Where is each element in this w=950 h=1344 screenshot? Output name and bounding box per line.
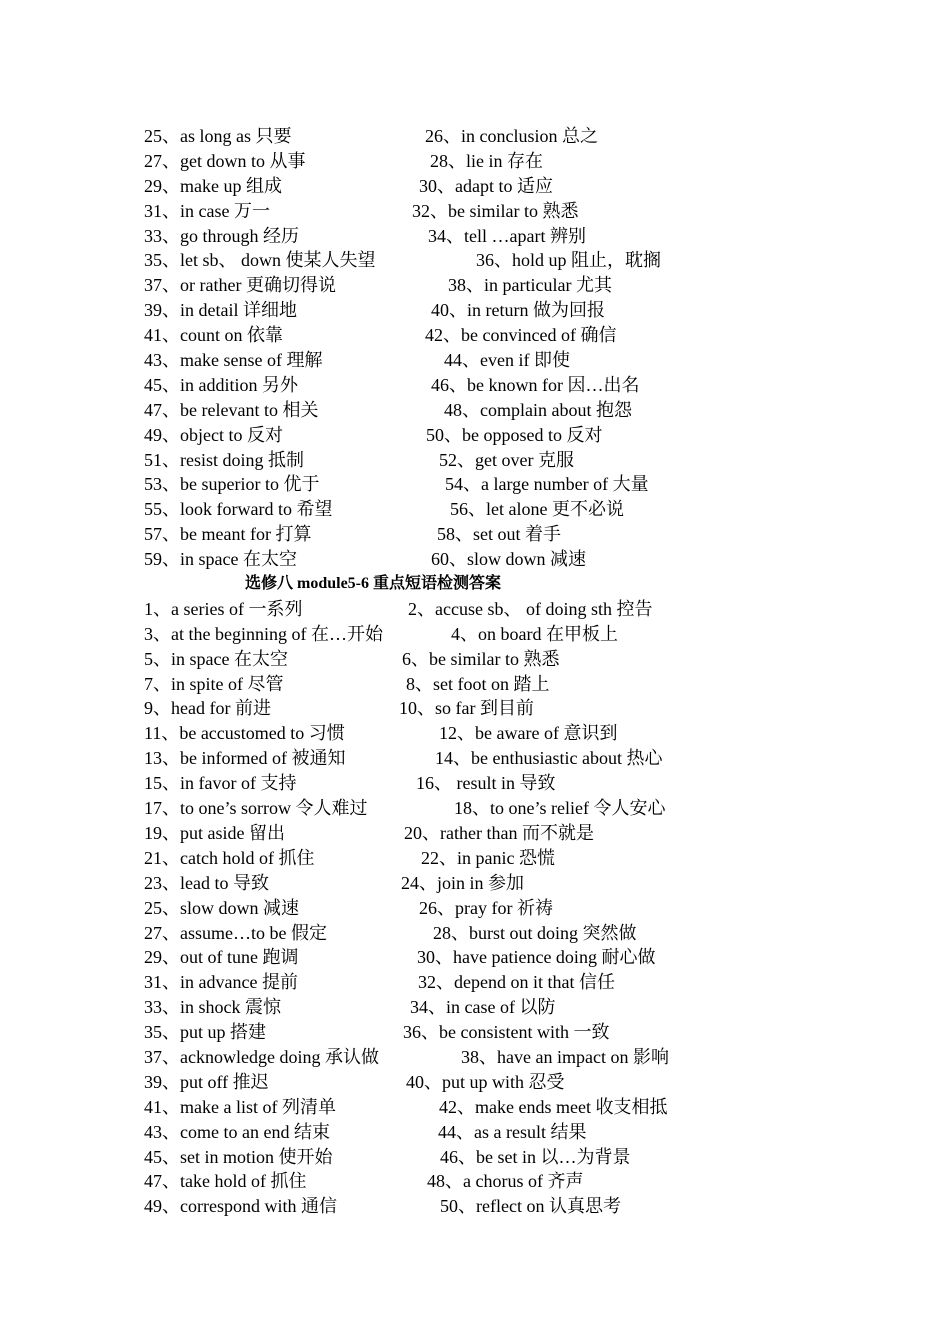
phrase-item-left: 47、be relevant to 相关 <box>144 399 319 420</box>
phrase-item-left: 33、in shock 震惊 <box>144 997 281 1018</box>
phrase-item-right: 36、be consistent with 一致 <box>403 1022 610 1043</box>
phrase-item-right: 50、be opposed to 反对 <box>426 424 603 445</box>
section1-row <box>0 199 950 224</box>
phrase-item-right: 58、set out 着手 <box>437 524 561 545</box>
section1-row <box>0 273 950 298</box>
phrase-item-right: 10、so far 到目前 <box>399 698 534 719</box>
phrase-item-left: 29、out of tune 跑调 <box>144 947 299 968</box>
section1-row <box>0 373 950 398</box>
phrase-item-left: 55、look forward to 希望 <box>144 499 333 520</box>
phrase-item-right: 30、have patience doing 耐心做 <box>417 947 656 968</box>
section2-row <box>0 821 950 846</box>
section2-row <box>0 796 950 821</box>
phrase-item-right: 28、lie in 存在 <box>430 150 543 171</box>
phrase-item-left: 49、correspond with 通信 <box>144 1196 337 1217</box>
phrase-item-left: 37、acknowledge doing 承认做 <box>144 1046 379 1067</box>
phrase-item-right: 18、to one’s relief 令人安心 <box>454 798 666 819</box>
phrase-item-left: 31、in advance 提前 <box>144 972 298 993</box>
phrase-item-left: 57、be meant for 打算 <box>144 524 312 545</box>
section1-row <box>0 323 950 348</box>
phrase-item-left: 7、in spite of 尽管 <box>144 673 284 694</box>
section2-row <box>0 896 950 921</box>
phrase-item-right: 32、depend on it that 信任 <box>418 972 615 993</box>
phrase-item-left: 25、slow down 减速 <box>144 897 300 918</box>
phrase-item-left: 39、put off 推迟 <box>144 1071 269 1092</box>
section1-row <box>0 348 950 373</box>
phrase-item-left: 35、put up 搭建 <box>144 1022 267 1043</box>
section2-row <box>0 721 950 746</box>
phrase-item-left: 15、in favor of 支持 <box>144 773 297 794</box>
section1-row <box>0 448 950 473</box>
phrase-item-left: 11、be accustomed to 习惯 <box>144 723 345 744</box>
phrase-item-left: 35、let sb、 down 使某人失望 <box>144 250 376 271</box>
phrase-item-left: 23、lead to 导致 <box>144 872 269 893</box>
phrase-item-left: 9、head for 前进 <box>144 698 271 719</box>
phrase-item-right: 38、have an impact on 影响 <box>461 1046 669 1067</box>
section2-row <box>0 597 950 622</box>
phrase-item-right: 54、a large number of 大量 <box>445 474 649 495</box>
section2-row <box>0 622 950 647</box>
phrase-item-right: 32、be similar to 熟悉 <box>412 200 579 221</box>
phrase-item-left: 31、in case 万一 <box>144 200 270 221</box>
section2-row <box>0 970 950 995</box>
phrase-item-left: 43、come to an end 结束 <box>144 1121 330 1142</box>
phrase-item-right: 4、on board 在甲板上 <box>451 623 618 644</box>
phrase-item-right: 20、rather than 而不就是 <box>404 822 594 843</box>
phrase-item-right: 24、join in 参加 <box>401 872 525 893</box>
section2-row <box>0 1070 950 1095</box>
section2-row <box>0 921 950 946</box>
phrase-item-left: 41、count on 依靠 <box>144 325 283 346</box>
section2-row <box>0 846 950 871</box>
section-heading <box>0 572 950 597</box>
phrase-item-right: 34、tell …apart 辨别 <box>428 225 586 246</box>
section2-row <box>0 696 950 721</box>
phrase-item-right: 42、make ends meet 收支相抵 <box>439 1096 668 1117</box>
phrase-item-right: 56、let alone 更不必说 <box>450 499 624 520</box>
section1-row <box>0 224 950 249</box>
section2-row <box>0 647 950 672</box>
phrase-item-left: 43、make sense of 理解 <box>144 350 323 371</box>
phrase-item-left: 45、in addition 另外 <box>144 374 298 395</box>
phrase-item-right: 44、even if 即使 <box>444 350 570 371</box>
phrase-item-left: 51、resist doing 抵制 <box>144 449 304 470</box>
phrase-item-left: 37、or rather 更确切得说 <box>144 275 336 296</box>
phrase-item-left: 41、make a list of 列清单 <box>144 1096 336 1117</box>
phrase-item-right: 6、be similar to 熟悉 <box>402 648 560 669</box>
section1-row <box>0 423 950 448</box>
section2-row <box>0 1145 950 1170</box>
phrase-item-left: 1、a series of 一系列 <box>144 598 303 619</box>
phrase-item-left: 53、be superior to 优于 <box>144 474 320 495</box>
section2-row <box>0 1045 950 1070</box>
section2-row <box>0 746 950 771</box>
phrase-item-right: 34、in case of 以防 <box>410 997 556 1018</box>
section2-row <box>0 945 950 970</box>
phrase-item-right: 60、slow down 减速 <box>431 549 587 570</box>
section2-row <box>0 1020 950 1045</box>
section2-row <box>0 771 950 796</box>
phrase-item-right: 26、pray for 祈祷 <box>419 897 553 918</box>
phrase-item-right: 30、adapt to 适应 <box>419 175 553 196</box>
section1-row <box>0 149 950 174</box>
phrase-item-left: 5、in space 在太空 <box>144 648 288 669</box>
phrase-item-right: 40、in return 做为回报 <box>431 300 605 321</box>
section1-row <box>0 124 950 149</box>
phrase-item-left: 47、take hold of 抓住 <box>144 1171 307 1192</box>
section1-row <box>0 248 950 273</box>
section2-row <box>0 1169 950 1194</box>
phrase-item-right: 12、be aware of 意识到 <box>439 723 618 744</box>
section1-row <box>0 174 950 199</box>
phrase-item-right: 46、be known for 因…出名 <box>431 374 640 395</box>
phrase-item-right: 28、burst out doing 突然做 <box>433 922 637 943</box>
phrase-item-right: 42、be convinced of 确信 <box>425 325 617 346</box>
phrase-item-left: 25、as long as 只要 <box>144 126 292 146</box>
section2-row <box>0 672 950 697</box>
phrase-item-right: 16、 result in 导致 <box>416 773 556 794</box>
phrase-item-right: 14、be enthusiastic about 热心 <box>435 748 663 769</box>
phrase-item-right: 50、reflect on 认真思考 <box>440 1196 621 1217</box>
phrase-item-right: 40、put up with 忍受 <box>406 1071 565 1092</box>
phrase-item-left: 17、to one’s sorrow 令人难过 <box>144 798 368 819</box>
phrase-item-right: 2、accuse sb、 of doing sth 控告 <box>408 598 653 619</box>
phrase-item-left: 39、in detail 详细地 <box>144 300 297 321</box>
section1-row <box>0 522 950 547</box>
section2-row <box>0 1194 950 1219</box>
phrase-item-right: 52、get over 克服 <box>439 449 574 470</box>
section1-row <box>0 298 950 323</box>
phrase-item-left: 49、object to 反对 <box>144 424 283 445</box>
phrase-item-left: 27、assume…to be 假定 <box>144 922 327 943</box>
phrase-list <box>0 124 950 1219</box>
section1-row <box>0 472 950 497</box>
section2-row <box>0 995 950 1020</box>
section1-row <box>0 497 950 522</box>
phrase-item-right: 26、in conclusion 总之 <box>425 126 598 146</box>
phrase-item-right: 44、as a result 结果 <box>438 1121 587 1142</box>
phrase-item-right: 22、in panic 恐慌 <box>421 847 555 868</box>
phrase-item-right: 48、a chorus of 齐声 <box>427 1171 584 1192</box>
phrase-item-right: 8、set foot on 踏上 <box>406 673 550 694</box>
phrase-item-left: 21、catch hold of 抓住 <box>144 847 315 868</box>
section1-row <box>0 547 950 572</box>
section1-row <box>0 398 950 423</box>
phrase-item-left: 19、put aside 留出 <box>144 822 285 843</box>
phrase-item-left: 45、set in motion 使开始 <box>144 1146 333 1167</box>
phrase-item-left: 59、in space 在太空 <box>144 549 297 570</box>
section2-row <box>0 1120 950 1145</box>
phrase-item-right: 36、hold up 阻止，耽搁 <box>476 250 662 271</box>
phrase-item-left: 27、get down to 从事 <box>144 150 306 171</box>
phrase-item-left: 29、make up 组成 <box>144 175 282 196</box>
section2-row <box>0 1095 950 1120</box>
section2-row <box>0 871 950 896</box>
section-heading-text: 选修八 module5-6 重点短语检测答案 <box>245 575 502 593</box>
phrase-item-left: 33、go through 经历 <box>144 225 299 246</box>
phrase-item-right: 48、complain about 抱怨 <box>444 399 632 420</box>
phrase-item-left: 13、be informed of 被通知 <box>144 748 346 769</box>
phrase-item-left: 3、at the beginning of 在…开始 <box>144 623 383 644</box>
phrase-item-right: 46、be set in 以…为背景 <box>440 1146 631 1167</box>
phrase-item-right: 38、in particular 尤其 <box>448 275 612 296</box>
